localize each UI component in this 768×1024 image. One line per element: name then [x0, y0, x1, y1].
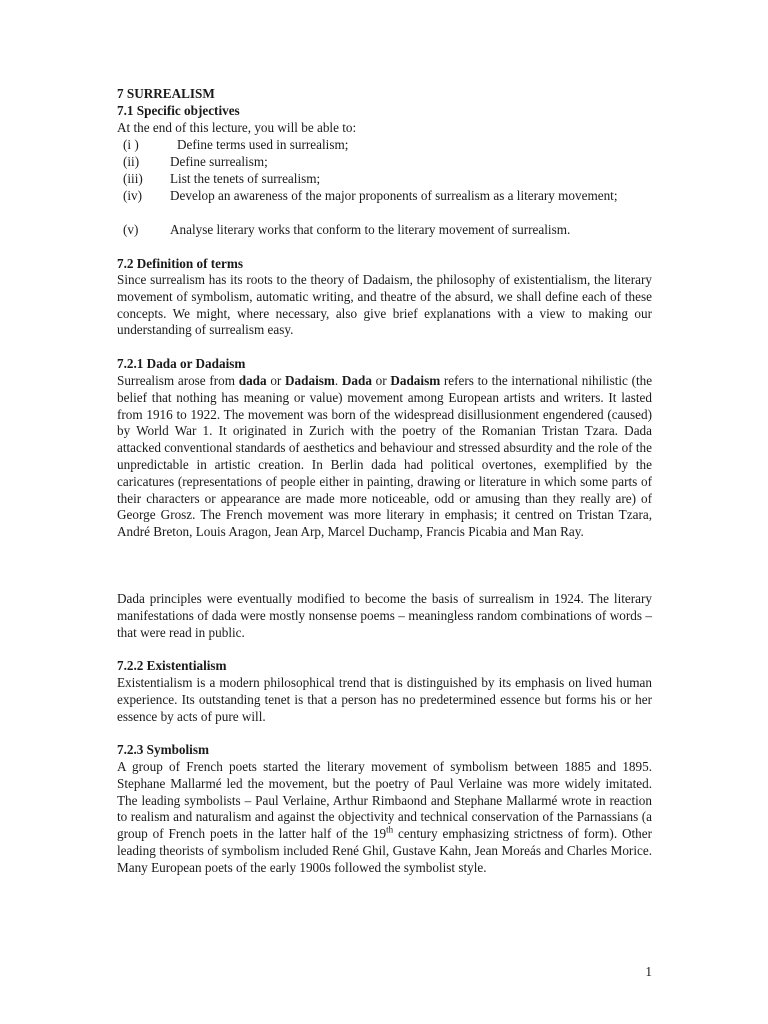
- list-item-number: (iv): [123, 188, 143, 203]
- list-item-text: Develop an awareness of the major proponents of surrealism as a literary movement;: [170, 188, 618, 203]
- objectives-heading: 7.1 Specific objectives: [117, 103, 240, 118]
- objectives-intro: At the end of this lecture, you will be able to:: [117, 120, 357, 135]
- symbolism-heading: 7.2.3 Symbolism: [117, 742, 209, 757]
- chapter-title: 7 SURREALISM: [117, 86, 215, 101]
- list-item-text: Define surrealism;: [170, 154, 268, 169]
- symbolism-paragraph: A group of French poets started the literary movement of symbolism between 1885 and 1895. Stephane Mallarmé led the movement, but the poetry of Paul Verlaine was more widely imitated. The leading symbolists – Paul Verlaine, Arthur Rimbaond and Stephane Mallarmé wrote in reaction to realism and naturalism and against the objectivity and technical conservation of the Parnassians (a group of French poets in the latter half of the 19th century emphasizing strictness of form). Other leading theorists of symbolism included René Ghil, Gustave Kahn, Jean Moreás and Charles Morice. Many European poets of the early 1900s followed the symbolist style.: [117, 759, 653, 875]
- list-item-number: (i ): [123, 137, 139, 152]
- existentialism-paragraph: Existentialism is a modern philosophical trend that is distinguished by its emphasis on lived human experience. Its outstanding tenet is that a person has no predetermined essence but forms his or her essence by acts of pure will.: [117, 675, 652, 724]
- dada-paragraph-1: Surrealism arose from dada or Dadaism. Dada or Dadaism refers to the international nihilistic (the belief that nothing has meaning or value) movement among European artists and writers. It lasted from 1916 to 1922. The movement was born of the widespread disillusionment engendered (caused) by World War 1. It originated in Zurich with the poetry of the Romanian Tristan Tzara. Dada attacked conventional standards of aesthetics and behaviour and stressed absurdity and the role of the unpredictable in artistic creation. In Berlin dada had political overtones, exemplified by the caricatures (representations of people either in painting, drawing or literature in which some parts of their characters or appearance are made more noticeable, odd or amusing than they really are) of George Grosz. The French movement was more literary in emphasis; it centred on Tristan Tzara, André Breton, Louis Aragon, Jean Arp, Marcel Duchamp, Francis Picabia and Man Ray.: [117, 373, 653, 540]
- definitions-paragraph: Since surrealism has its roots to the theory of Dadaism, the philosophy of existentialism, the literary movement of symbolism, automatic writing, and theatre of the absurd, we shall define each of these concepts. We might, where necessary, also give brief explanations with a view to making our understanding of surrealism easy.: [117, 272, 652, 338]
- definitions-heading: 7.2 Definition of terms: [117, 256, 243, 271]
- dada-paragraph-2: Dada principles were eventually modified to become the basis of surrealism in 1924. The literary manifestations of dada were mostly nonsense poems – meaningless random combinations of words – that were read in public.: [117, 591, 652, 640]
- list-item-text: List the tenets of surrealism;: [170, 171, 321, 186]
- existentialism-heading: 7.2.2 Existentialism: [117, 658, 227, 673]
- list-item-text: Analyse literary works that conform to the literary movement of surrealism.: [170, 222, 571, 237]
- list-item-number: (iii): [123, 171, 143, 186]
- page-number: 1: [645, 964, 652, 979]
- dada-heading: 7.2.1 Dada or Dadaism: [117, 356, 246, 371]
- list-item-number: (ii): [123, 154, 140, 169]
- list-item-text: Define terms used in surrealism;: [177, 137, 349, 152]
- list-item-number: (v): [123, 222, 139, 237]
